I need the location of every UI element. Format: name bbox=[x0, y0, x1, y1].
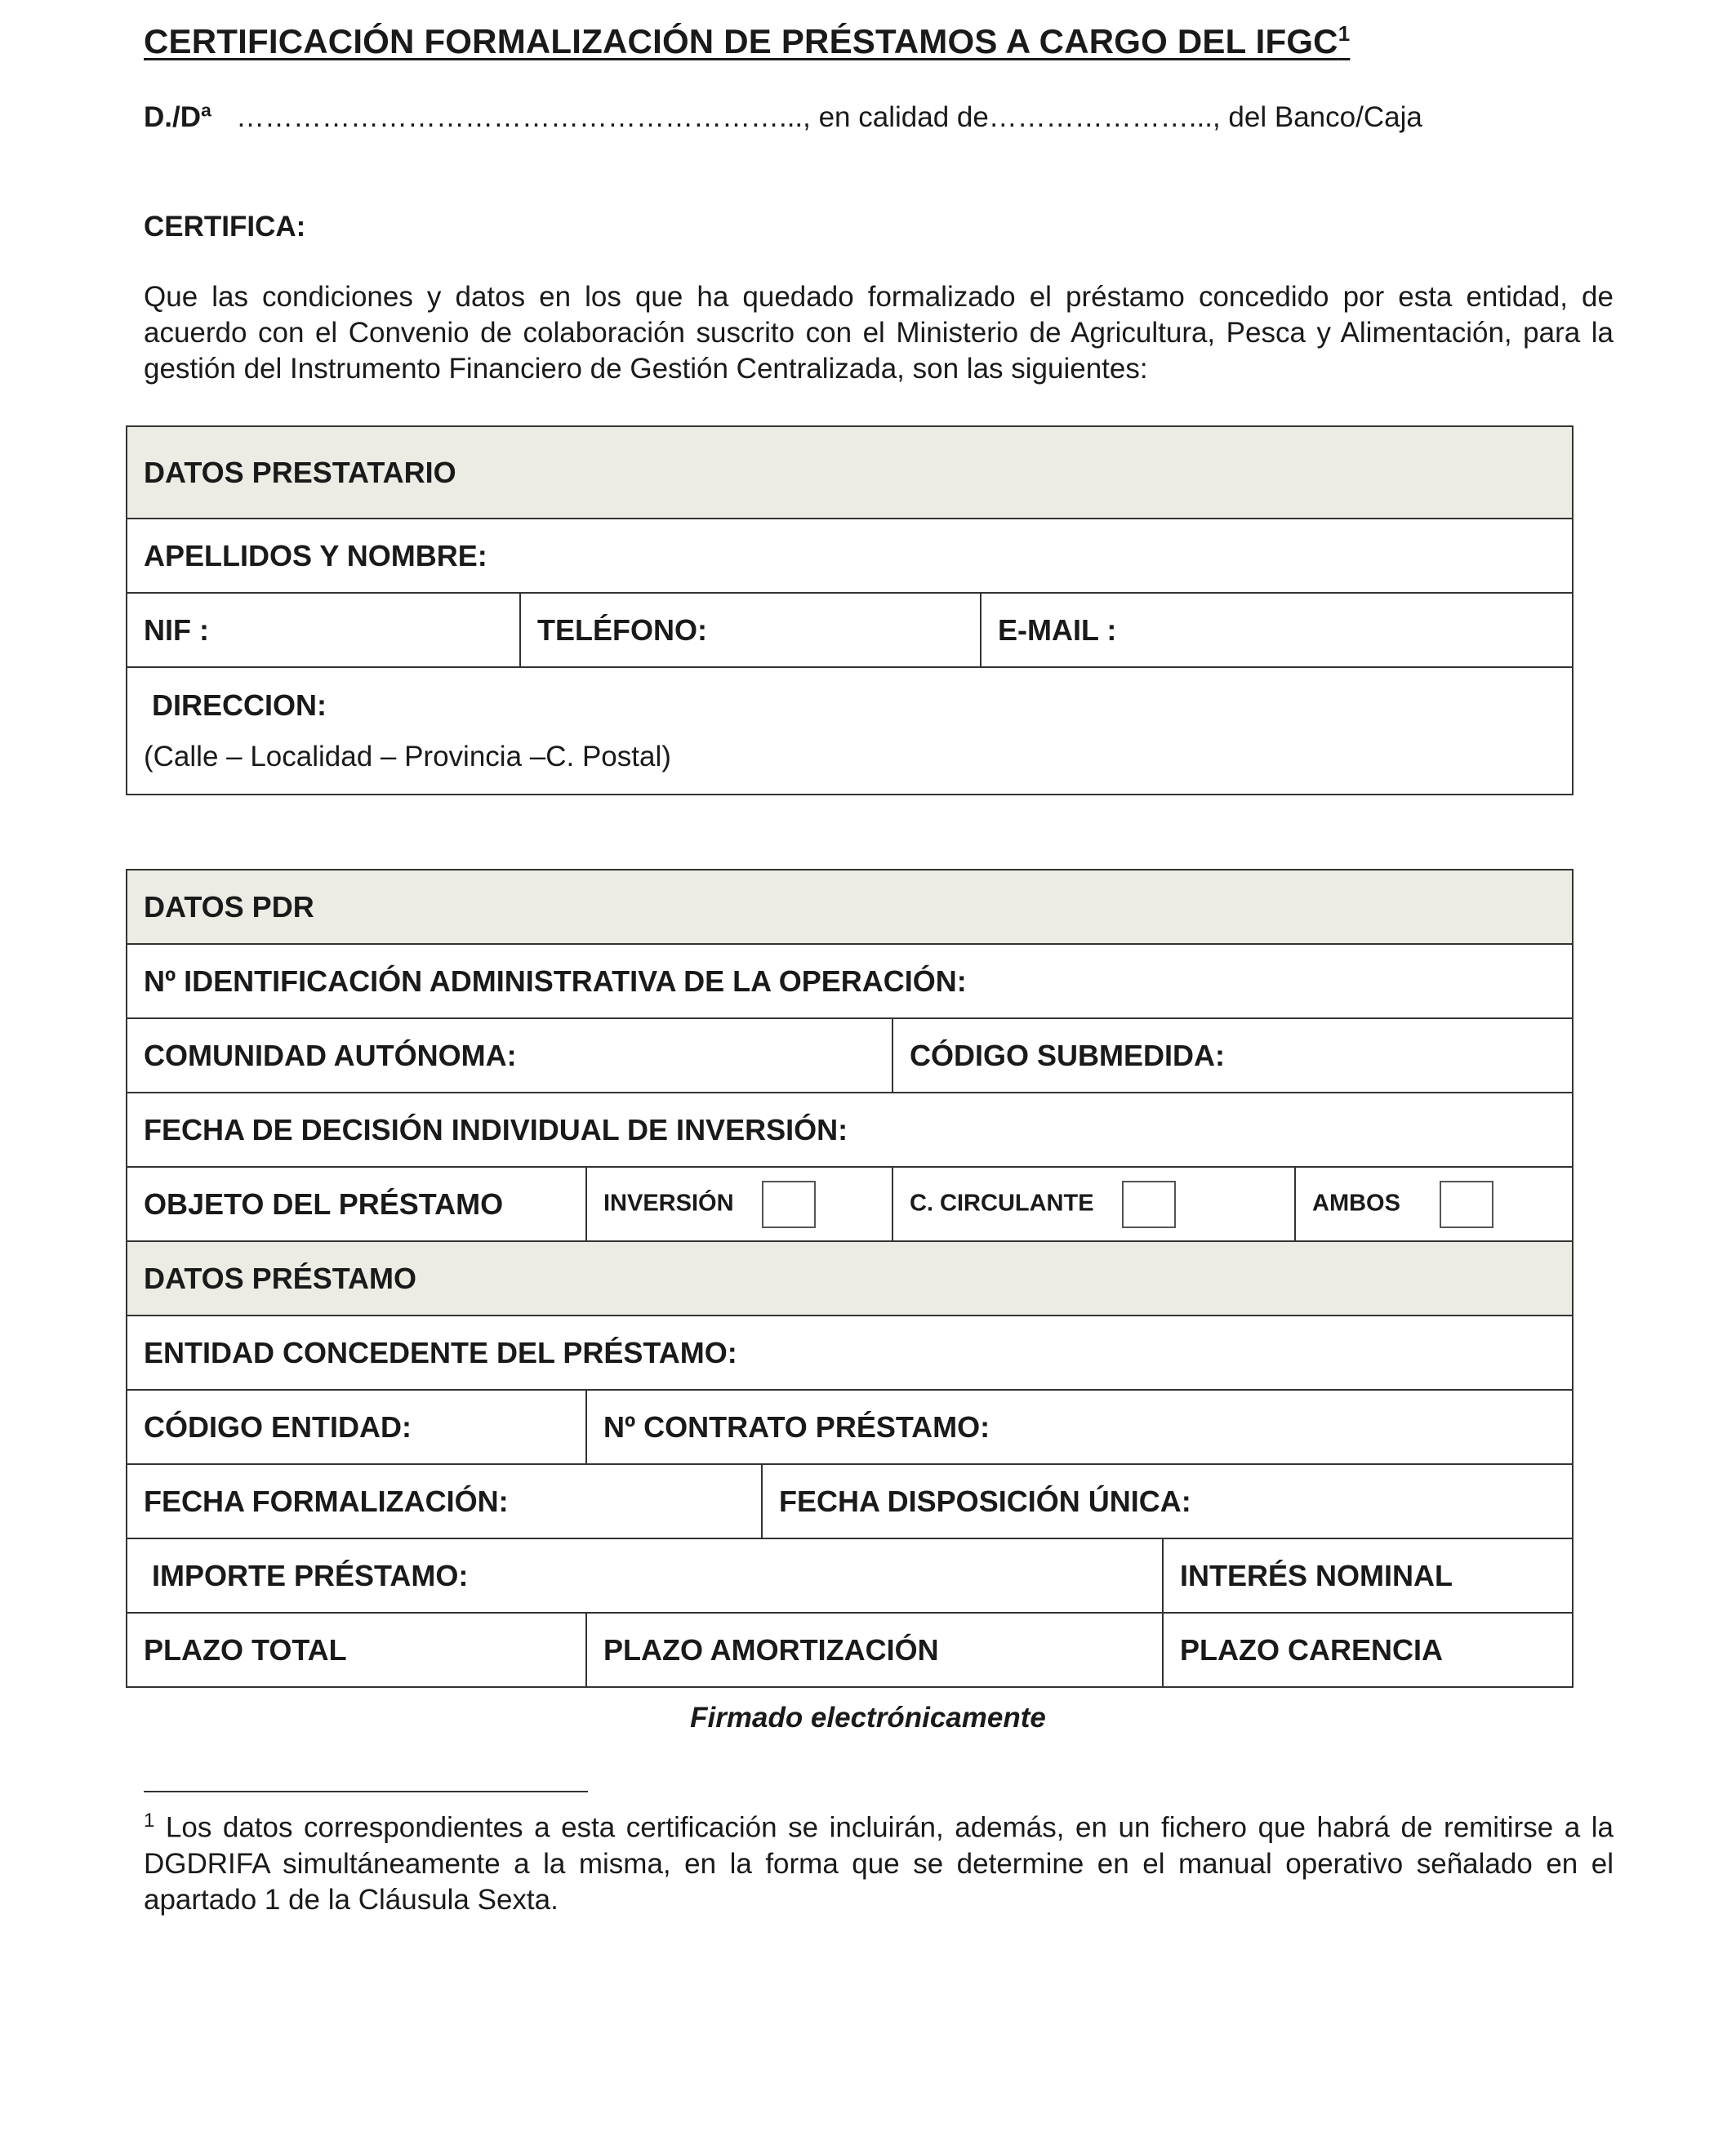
interes-field: INTERÉS NOMINAL bbox=[1163, 1538, 1573, 1613]
title-footnote-marker: 1 bbox=[1338, 21, 1351, 46]
inversion-checkbox[interactable] bbox=[762, 1181, 816, 1228]
document-title bbox=[144, 21, 1350, 61]
direccion-label: DIRECCION: bbox=[152, 688, 327, 722]
apellidos-field: APELLIDOS Y NOMBRE: bbox=[127, 519, 1573, 593]
direccion-field bbox=[127, 667, 1573, 795]
footnote bbox=[144, 1803, 1614, 1918]
objeto-label: OBJETO DEL PRÉSTAMO bbox=[127, 1167, 586, 1241]
declarant-label: D./Dª bbox=[144, 101, 211, 133]
inversion-label: INVERSIÓN bbox=[603, 1190, 734, 1217]
prestamo-header: DATOS PRÉSTAMO bbox=[127, 1241, 1573, 1316]
importe-label: IMPORTE PRÉSTAMO: bbox=[152, 1558, 469, 1592]
footnote-divider bbox=[144, 1791, 588, 1792]
footnote-text: Los datos correspondientes a esta certificación se incluirán, además, en un fichero que habrá de remitirse a la DGDRIFA simultáneamente a la misma, en la forma que se determine en el manual operativo señalado en el apartado 1 de la Cláusula Sexta. bbox=[144, 1811, 1614, 1916]
declarant-text: …………………………………………………..., en calidad de…………………..., del Banco/Caja bbox=[235, 101, 1422, 133]
submedida-field: CÓDIGO SUBMEDIDA: bbox=[892, 1018, 1573, 1093]
fecha-disposicion-field: FECHA DISPOSICIÓN ÚNICA: bbox=[762, 1464, 1573, 1538]
fecha-formalizacion-field: FECHA FORMALIZACIÓN: bbox=[127, 1464, 762, 1538]
ambos-option bbox=[1295, 1167, 1573, 1241]
certification-paragraph: Que las condiciones y datos en los que ha quedado formalizado el préstamo concedido por esta entidad, de acuerdo con el Convenio de colaboración suscrito con el Ministerio de Agricultura, Pesca y Alimentación, para la gestión del Instrumento Financiero de Gestión Centralizada, son las siguientes: bbox=[144, 281, 1614, 385]
plazo-carencia-field: PLAZO CARENCIA bbox=[1163, 1613, 1573, 1687]
ambos-label: AMBOS bbox=[1312, 1190, 1400, 1217]
title-text: CERTIFICACIÓN FORMALIZACIÓN DE PRÉSTAMOS A CARGO DEL IFGC bbox=[144, 22, 1338, 60]
pdr-prestamo-table bbox=[126, 869, 1574, 1688]
identificacion-field: Nº IDENTIFICACIÓN ADMINISTRATIVA DE LA OPERACIÓN: bbox=[127, 944, 1573, 1018]
fecha-decision-field: FECHA DE DECISIÓN INDIVIDUAL DE INVERSIÓN: bbox=[127, 1093, 1573, 1167]
email-field: E-MAIL : bbox=[981, 593, 1573, 667]
signature-note: Firmado electrónicamente bbox=[690, 1702, 1046, 1734]
contrato-field: Nº CONTRATO PRÉSTAMO: bbox=[586, 1390, 1573, 1464]
circulante-label: C. CIRCULANTE bbox=[910, 1190, 1094, 1217]
nif-field: NIF : bbox=[127, 593, 520, 667]
declarant-line bbox=[144, 101, 1422, 134]
circulante-option bbox=[892, 1167, 1295, 1241]
inversion-option bbox=[586, 1167, 892, 1241]
codigo-entidad-field: CÓDIGO ENTIDAD: bbox=[127, 1390, 586, 1464]
plazo-total-field: PLAZO TOTAL bbox=[127, 1613, 586, 1687]
comunidad-field: COMUNIDAD AUTÓNOMA: bbox=[127, 1018, 892, 1093]
telefono-field: TELÉFONO: bbox=[520, 593, 981, 667]
direccion-hint: (Calle – Localidad – Provincia –C. Postal) bbox=[144, 741, 671, 772]
certifica-heading: CERTIFICA: bbox=[144, 211, 306, 243]
footnote-marker: 1 bbox=[144, 1810, 155, 1832]
circulante-checkbox[interactable] bbox=[1122, 1181, 1176, 1228]
prestatario-table bbox=[126, 425, 1574, 795]
entidad-field: ENTIDAD CONCEDENTE DEL PRÉSTAMO: bbox=[127, 1316, 1573, 1390]
ambos-checkbox[interactable] bbox=[1440, 1181, 1493, 1228]
plazo-amortizacion-field: PLAZO AMORTIZACIÓN bbox=[586, 1613, 1163, 1687]
prestatario-header: DATOS PRESTATARIO bbox=[127, 426, 1573, 519]
pdr-header: DATOS PDR bbox=[127, 870, 1573, 944]
importe-field bbox=[127, 1538, 1163, 1613]
